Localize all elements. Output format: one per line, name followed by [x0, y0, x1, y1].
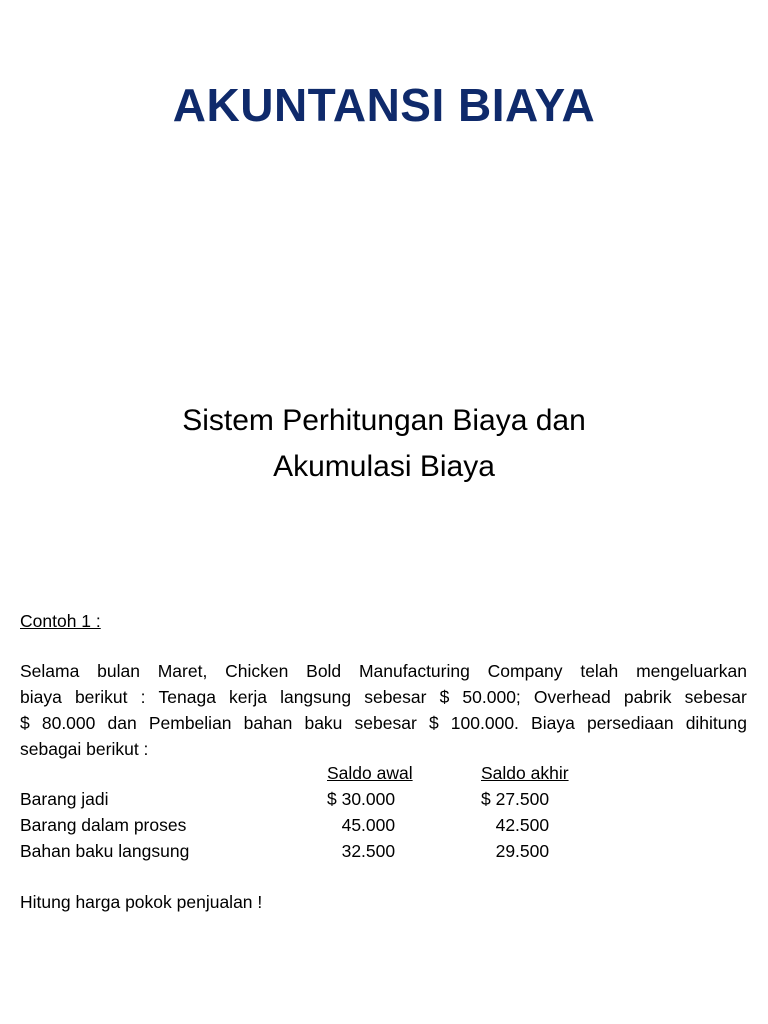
paragraph-line [20, 710, 747, 736]
paragraph-word: dihitung [685, 713, 747, 733]
subtitle-line-1: Sistem Perhitungan Biaya dan [182, 404, 586, 437]
paragraph-line [20, 658, 747, 684]
paragraph-line [20, 684, 747, 710]
paragraph-word: Company [487, 661, 563, 681]
table-cell: Bahan baku langsung [20, 841, 190, 861]
example-paragraph [20, 658, 747, 762]
table-cell: 32.500 [327, 841, 396, 861]
paragraph-word: sebesar [684, 687, 747, 707]
paragraph-word: biaya [20, 687, 62, 707]
paragraph-word: langsung [280, 687, 352, 707]
table-row [20, 812, 747, 838]
table-cell: 45.000 [327, 815, 396, 835]
paragraph-word: Tenaga [158, 687, 216, 707]
paragraph-word: Selama [20, 661, 80, 681]
example-question: Hitung harga pokok penjualan ! [20, 892, 263, 912]
paragraph-word: mengeluarkan [636, 661, 747, 681]
table-header-cell: Saldo akhir [481, 763, 569, 783]
table-row [20, 838, 747, 864]
paragraph-word: sebagai berikut : [20, 739, 149, 759]
paragraph-word: telah [580, 661, 619, 681]
paragraph-word: pabrik [623, 687, 672, 707]
table-cell: 42.500 [481, 815, 550, 835]
table-cell: Barang jadi [20, 789, 109, 809]
inventory-table [20, 760, 747, 864]
paragraph-word: Manufacturing [358, 661, 470, 681]
paragraph-word: Biaya [531, 713, 575, 733]
table-cell: $ 30.000 [327, 789, 396, 809]
paragraph-word: 100.000. [450, 713, 519, 733]
paragraph-word: $ [439, 687, 450, 707]
example-heading: Contoh 1 : [20, 611, 101, 631]
table-cell: $ 27.500 [481, 789, 550, 809]
paragraph-word: berikut [74, 687, 128, 707]
paragraph-word: $ [20, 713, 30, 733]
table-row [20, 786, 747, 812]
document-title: AKUNTANSI BIAYA [172, 79, 596, 131]
paragraph-word: sebesar [354, 713, 417, 733]
table-header-row [20, 760, 747, 786]
paragraph-word: Overhead [533, 687, 611, 707]
table-cell: Barang dalam proses [20, 815, 187, 835]
paragraph-word: $ [428, 713, 439, 733]
paragraph-word: sebesar [364, 687, 427, 707]
table-cell: 29.500 [481, 841, 550, 861]
paragraph-word: 50.000; [462, 687, 521, 707]
paragraph-word: bulan [97, 661, 140, 681]
paragraph-word: Pembelian [148, 713, 232, 733]
paragraph-line [20, 736, 747, 762]
paragraph-word: 80.000 [41, 713, 96, 733]
paragraph-word: : [140, 687, 146, 707]
paragraph-word: persediaan [586, 713, 674, 733]
paragraph-word: baku [304, 713, 343, 733]
subtitle-line-2: Akumulasi Biaya [273, 450, 495, 483]
paragraph-word: dan [107, 713, 137, 733]
document-subtitle [0, 398, 768, 490]
paragraph-word: bahan [243, 713, 293, 733]
paragraph-word: kerja [229, 687, 267, 707]
paragraph-word: Maret, [157, 661, 208, 681]
paragraph-word: Bold [306, 661, 342, 681]
table-header-cell: Saldo awal [327, 763, 413, 783]
paragraph-word: Chicken [225, 661, 289, 681]
